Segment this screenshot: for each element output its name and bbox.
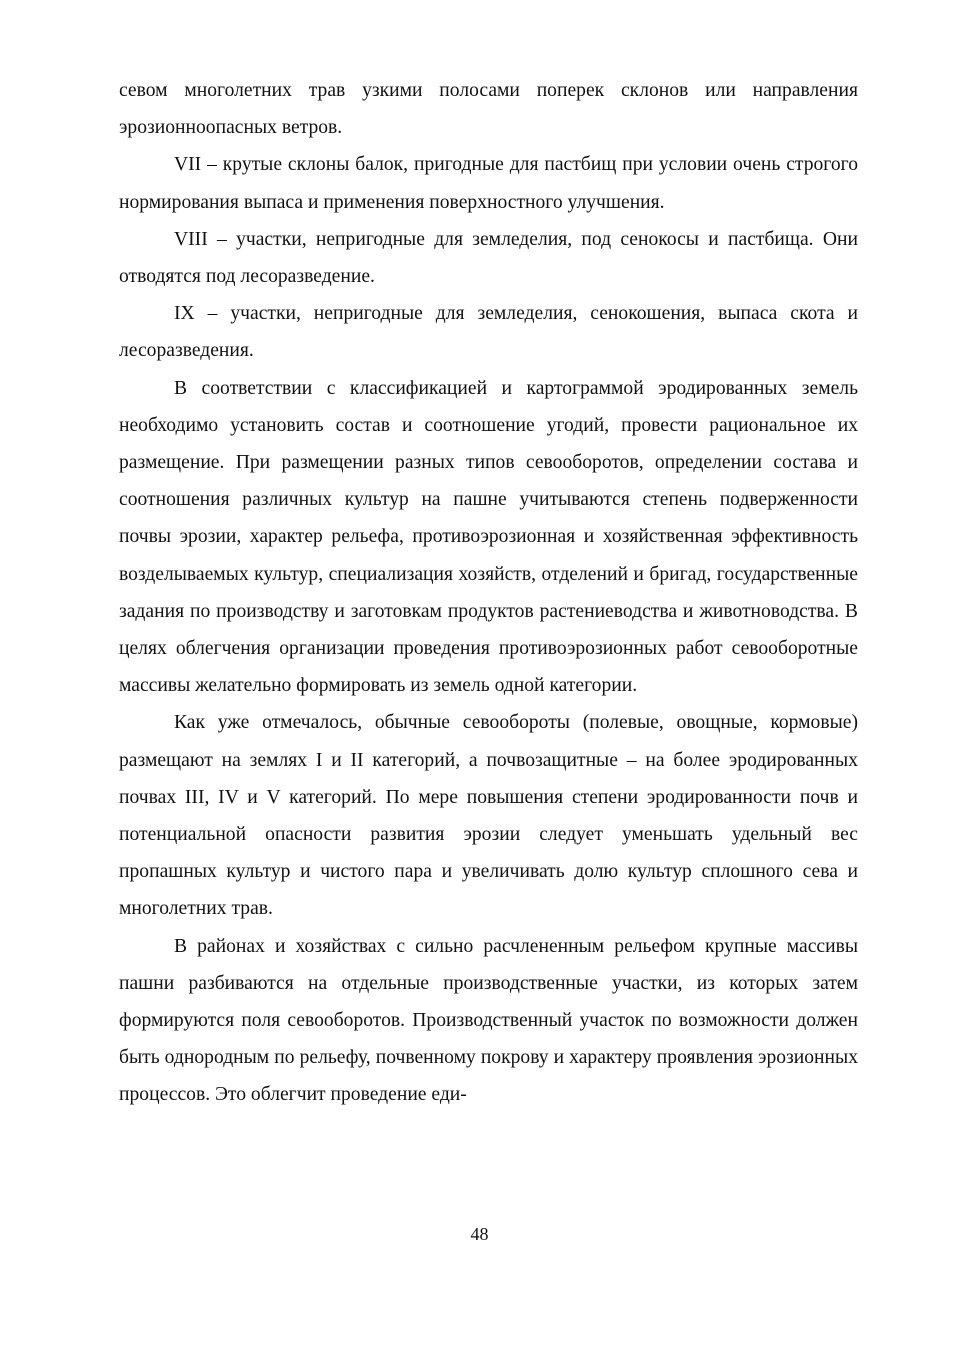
paragraph-production-plots: В районах и хозяйствах с сильно расчлененным рельефом крупные массивы пашни разбиваются на отдельные производственные участки, из которых затем формируются поля севооборотов. Производственный участок по возможности должен быть однородным по рельефу, почвенному покрову и характеру проявления эрозионных процессов. Это облегчит проведение еди-	[119, 935, 858, 1106]
paragraph-crop-rotations: Как уже отмечалось, обычные севообороты (полевые, овощные, кормовые) размещают на землях I и II категорий, а почвозащитные – на более эродированных почвах III, IV и V категорий. По мере повышения степени эродированности почв и потенциальной опасности развития эрозии следует уменьшать удельный вес пропашных культур и чистого пара и увеличивать долю культур сплошного сева и многолетних трав.	[119, 712, 858, 920]
paragraph-category-viii: VIII – участки, непригодные для земледелия, под сенокосы и пастбища. Они отводятся под лесоразведение.	[119, 228, 858, 288]
paragraph-classification: В соответствии с классификацией и картограммой эродированных земель необходимо установить состав и соотношение угодий, провести рациональное их размещение. При размещении разных типов севооборотов, определении состава и соотношения различных культур на пашне учитываются степень подверженности почвы эрозии, характер рельефа, противоэрозионная и хозяйственная эффективность возделываемых культур, специализация хозяйств, отделений и бригад, государственные задания по производству и заготовкам продуктов растениеводства и животноводства. В целях облегчения организации проведения противоэрозионных работ севооборотные массивы желательно формировать из земель одной категории.	[119, 377, 858, 697]
body-text	[119, 72, 858, 1114]
page-number: 48	[470, 1224, 489, 1244]
paragraph-category-vii: VII – крутые склоны балок, пригодные для пастбищ при условии очень строгого нормирования выпаса и применения поверхностного улучшения.	[119, 154, 858, 213]
paragraph-category-ix: IX – участки, непригодные для земледелия, сенокошения, выпаса скота и лесоразведения.	[119, 303, 858, 362]
paragraph-continuation: севом многолетних трав узкими полосами поперек склонов или направления эрозионноопасных ветров.	[119, 80, 858, 139]
